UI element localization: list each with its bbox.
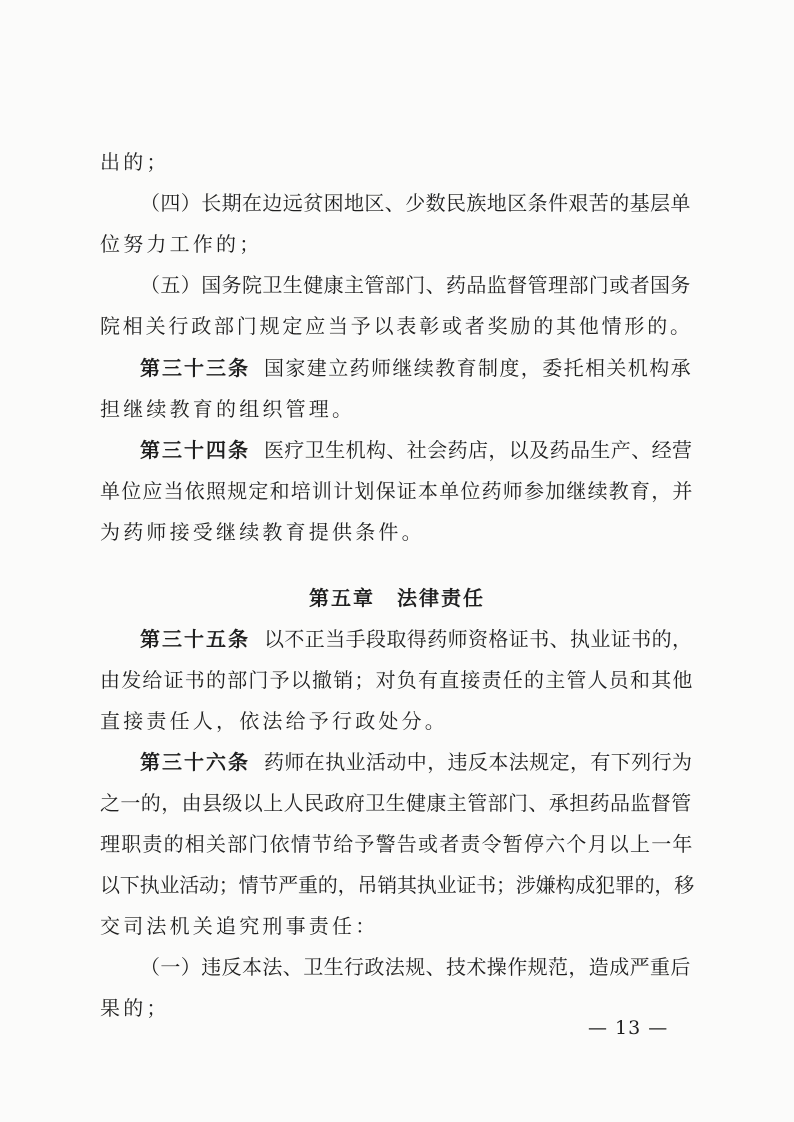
article-34-line — [140, 438, 694, 462]
text-line — [100, 520, 694, 544]
text-line — [100, 668, 694, 692]
line-text: 药师在执业活动中，违反本法规定，有下列行为 — [264, 750, 693, 774]
text-line — [100, 479, 694, 503]
line-text: （五）国务院卫生健康主管部门、药品监督管理部门或者国务 — [140, 273, 691, 297]
article-36-line — [140, 750, 694, 774]
page-number: — 13 — — [588, 1017, 669, 1039]
line-text: 之一的，由县级以上人民政府卫生健康主管部门、承担药品监督管 — [100, 791, 692, 815]
text-line — [100, 150, 694, 174]
text-line — [100, 232, 694, 256]
line-text: 位努力工作的； — [100, 232, 263, 256]
line-text: 理职责的相关部门依情节给予警告或者责令暂停六个月以上一年 — [100, 832, 694, 856]
article-number: 第三十六条 — [140, 750, 250, 774]
line-text: 国家建立药师继续教育制度，委托相关机构承 — [264, 356, 692, 380]
line-text: 单位应当依照规定和培训计划保证本单位药师参加继续教育，并 — [100, 479, 694, 503]
text-line — [100, 914, 694, 938]
text-line — [100, 709, 694, 733]
article-number: 第三十三条 — [140, 356, 250, 380]
line-text: 直接责任人，依法给予行政处分。 — [100, 709, 448, 733]
chapter-title: 法律责任 — [397, 586, 485, 610]
line-text: 以不正当手段取得药师资格证书、执业证书的， — [264, 627, 693, 651]
line-text: （四）长期在边远贫困地区、少数民族地区条件艰苦的基层单 — [140, 191, 691, 215]
article-number: 第三十四条 — [140, 438, 250, 462]
text-line — [140, 955, 694, 979]
line-text: （一）违反本法、卫生行政法规、技术操作规范，造成严重后 — [140, 955, 691, 979]
text-line — [100, 873, 694, 897]
line-text: 院相关行政部门规定应当予以表彰或者奖励的其他情形的。 — [100, 314, 693, 338]
text-line — [140, 191, 694, 215]
line-text: 为药师接受继续教育提供条件。 — [100, 520, 425, 544]
text-line — [100, 832, 694, 856]
line-text: 果的； — [100, 996, 170, 1020]
line-text: 担继续教育的组织管理。 — [100, 397, 356, 421]
text-line — [140, 273, 694, 297]
text-line — [100, 397, 694, 421]
text-line — [100, 314, 694, 338]
line-text: 由发给证书的部门予以撤销；对负有直接责任的主管人员和其他 — [100, 668, 694, 692]
line-text: 出的； — [100, 150, 170, 174]
text-line — [100, 791, 694, 815]
article-35-line — [140, 627, 694, 651]
chapter-heading — [0, 586, 794, 610]
line-text: 医疗卫生机构、社会药店，以及药品生产、经营 — [264, 438, 693, 462]
line-text: 以下执业活动；情节严重的，吊销其执业证书；涉嫌构成犯罪的，移 — [100, 873, 694, 897]
chapter-number: 第五章 — [309, 586, 375, 610]
article-33-line — [140, 356, 694, 380]
line-text: 交司法机关追究刑事责任： — [100, 914, 379, 938]
article-number: 第三十五条 — [140, 627, 250, 651]
